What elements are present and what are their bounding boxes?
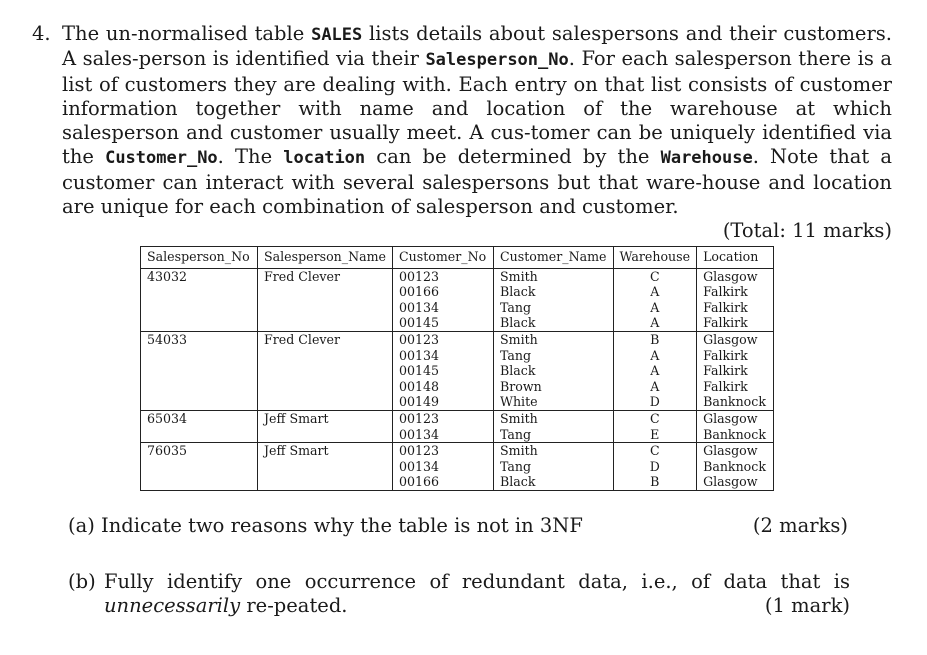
customer-no-cell-value: 00166 [399, 474, 440, 490]
customer-name-cell-value: Smith [500, 410, 538, 426]
location-cell [697, 268, 774, 331]
part-b-marks: (1 mark) [764, 594, 850, 618]
warehouse-cell-value: A [650, 378, 660, 394]
customer-name-cell [494, 443, 614, 491]
question-4 [32, 22, 892, 244]
location-cell-value: Banknock [703, 394, 766, 410]
customer-name-cell-value: Tang [500, 347, 532, 363]
location-cell [697, 331, 774, 410]
header-location: Location [697, 247, 774, 269]
warehouse-cell-value: C [649, 410, 660, 426]
customer-no-cell-value: 00145 [399, 315, 440, 331]
warehouse-cell-value: A [650, 284, 660, 300]
location-cell-value: Falkirk [703, 299, 748, 315]
customer-key: Customer_No [105, 148, 218, 169]
warehouse-cell [613, 410, 697, 442]
location-cell-value: Banknock [703, 458, 766, 474]
customer-name-cell-value: Brown [500, 378, 542, 394]
location-cell-value: Glasgow [703, 331, 758, 347]
customer-no-cell-value: 00149 [399, 394, 440, 410]
salesperson-no-cell: 76035 [141, 443, 258, 491]
part-b-text-2: re-peated. [240, 594, 348, 618]
table-name: SALES [311, 25, 363, 45]
location-cell [697, 410, 774, 442]
location-cell-value: Falkirk [703, 284, 748, 300]
salesperson-name-cell: Jeff Smart [258, 443, 393, 491]
salesperson-name-cell: Fred Clever [258, 331, 393, 410]
part-a-label: (a) [68, 514, 95, 537]
intro-text-1: The un-normalised table [62, 22, 312, 45]
location-cell-value: Glasgow [703, 268, 758, 284]
question-number: 4. [32, 22, 51, 45]
warehouse-cell-value: C [649, 268, 660, 284]
customer-name-cell-value: Black [500, 284, 536, 300]
part-a [68, 514, 848, 538]
location-key: location [283, 148, 366, 169]
customer-no-cell-value: 00148 [399, 378, 440, 394]
part-a-marks: (2 marks) [752, 514, 848, 537]
customer-no-cell [393, 268, 494, 331]
warehouse-cell-value: A [650, 299, 660, 315]
location-cell-value: Falkirk [703, 347, 748, 363]
customer-no-cell-value: 00134 [399, 347, 440, 363]
intro-text-4: . The [217, 145, 284, 169]
table-header-row [141, 247, 774, 269]
location-cell-value: Falkirk [703, 363, 748, 379]
table-row [141, 410, 774, 442]
sales-table [140, 246, 774, 491]
customer-name-cell-value: Black [500, 474, 536, 490]
location-cell-value: Falkirk [703, 378, 748, 394]
warehouse-cell-value: A [650, 347, 660, 363]
salesperson-key: Salesperson_No [425, 50, 569, 71]
customer-name-cell-value: Smith [500, 268, 538, 284]
warehouse-cell-value: D [649, 394, 660, 410]
warehouse-cell [613, 268, 697, 331]
warehouse-cell-value: B [650, 474, 660, 490]
header-salesperson-name: Salesperson_Name [258, 247, 393, 269]
customer-no-cell-value: 00123 [399, 331, 440, 347]
question-text [62, 22, 892, 219]
warehouse-cell-value: D [649, 458, 660, 474]
warehouse-cell-value: A [650, 363, 660, 379]
customer-no-cell-value: 00134 [399, 299, 440, 315]
warehouse-cell-value: C [649, 443, 660, 459]
customer-name-cell-value: Tang [500, 426, 532, 442]
customer-no-cell-value: 00134 [399, 458, 440, 474]
customer-name-cell-value: White [500, 394, 538, 410]
header-customer-no: Customer_No [393, 247, 494, 269]
customer-name-cell-value: Smith [500, 443, 538, 459]
customer-name-cell-value: Tang [500, 299, 532, 315]
table-row [141, 268, 774, 331]
part-b-emphasis: unnecessarily [104, 594, 241, 618]
customer-name-cell [494, 410, 614, 442]
intro-text-3: . For each salesperson there is a list of customers they are dealing with. Each entry on that list consists of customer information together with name and location of the warehouse at which salesperson and customer usually meet. A cus-tomer can be uniquely identified via the [62, 47, 892, 169]
customer-no-cell-value: 00123 [399, 410, 440, 426]
part-b-label: (b) [68, 570, 96, 593]
customer-no-cell-value: 00134 [399, 426, 440, 442]
customer-no-cell [393, 331, 494, 410]
customer-name-cell [494, 268, 614, 331]
warehouse-key: Warehouse [660, 148, 753, 169]
total-marks: (Total: 11 marks) [722, 219, 892, 243]
intro-text-6: . Note that a customer can interact with several salespersons but that ware-house and location are unique for each combination of salesperson and customer. [62, 145, 892, 219]
customer-name-cell-value: Black [500, 315, 536, 331]
table-row [141, 331, 774, 410]
customer-no-cell-value: 00166 [399, 284, 440, 300]
customer-no-cell-value: 00123 [399, 443, 440, 459]
table-row [141, 443, 774, 491]
warehouse-cell-value: B [650, 331, 660, 347]
intro-text-5: can be determined by the [365, 145, 661, 169]
warehouse-cell [613, 443, 697, 491]
salesperson-name-cell: Jeff Smart [258, 410, 393, 442]
salesperson-no-cell: 43032 [141, 268, 258, 331]
salesperson-no-cell: 54033 [141, 331, 258, 410]
location-cell [697, 443, 774, 491]
location-cell-value: Falkirk [703, 315, 748, 331]
part-b [68, 570, 850, 619]
header-warehouse: Warehouse [613, 247, 697, 269]
customer-name-cell [494, 331, 614, 410]
location-cell-value: Banknock [703, 426, 766, 442]
part-a-text: Indicate two reasons why the table is not in 3NF [101, 514, 583, 537]
header-salesperson-no: Salesperson_No [141, 247, 258, 269]
part-b-text [104, 570, 850, 619]
location-cell-value: Glasgow [703, 443, 758, 459]
customer-name-cell-value: Smith [500, 331, 538, 347]
customer-no-cell [393, 443, 494, 491]
customer-no-cell-value: 00145 [399, 363, 440, 379]
customer-name-cell-value: Black [500, 363, 536, 379]
sales-table-container [140, 246, 774, 491]
header-customer-name: Customer_Name [494, 247, 614, 269]
salesperson-no-cell: 65034 [141, 410, 258, 442]
customer-name-cell-value: Tang [500, 458, 532, 474]
part-b-text-1: Fully identify one occurrence of redundant data, i.e., of data that is [104, 570, 850, 593]
warehouse-cell-value: A [650, 315, 660, 331]
salesperson-name-cell: Fred Clever [258, 268, 393, 331]
warehouse-cell-value: E [650, 426, 660, 442]
location-cell-value: Glasgow [703, 410, 758, 426]
customer-no-cell-value: 00123 [399, 268, 440, 284]
location-cell-value: Glasgow [703, 474, 758, 490]
intro-text-2: lists details about salespersons and their customers. A sales-person is identified via their [62, 22, 893, 71]
warehouse-cell [613, 331, 697, 410]
customer-no-cell [393, 410, 494, 442]
